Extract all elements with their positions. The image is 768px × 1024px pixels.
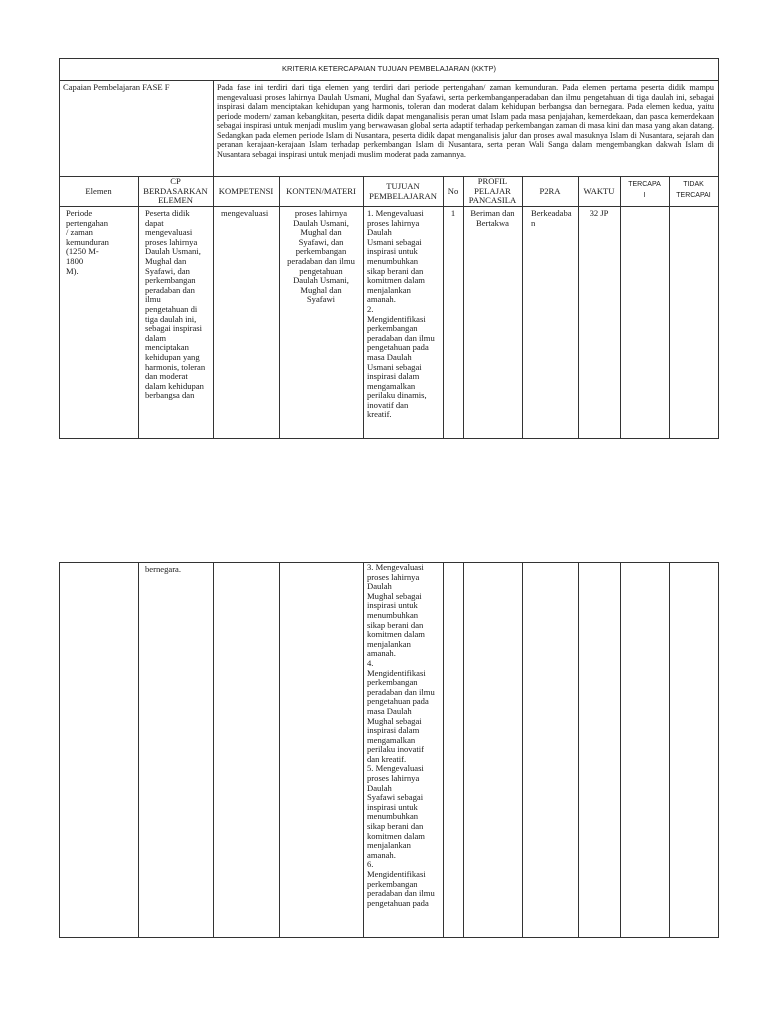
cell-profil: Beriman dan Bertakwa — [470, 208, 515, 228]
header-konten: KONTEN/MATERI — [286, 186, 356, 196]
document-title: KRITERIA KETERCAPAIAN TUJUAN PEMBELAJARAN (KKTP) — [282, 64, 496, 73]
header-cp: CP BERDASARKAN ELEMEN — [143, 176, 208, 206]
cell-tujuan-continued: 3. Mengevaluasi proses lahirnya Daulah Mughal sebagai inspirasi untuk menumbuhkan sikap berani dan komitmen dalam menjalankan amanah. 4. Mengidentifikasi perkembangan peradaban dan ilmu pengetahuan pada masa Daulah Mughal sebagai inspirasi dalam mengamalkan perilaku inovatif dan kreatif. 5. Mengevaluasi proses lahirnya Daulah Syafawi sebagai inspirasi untuk menumbuhkan sikap berani dan komitmen dalam menjalankan amanah. 6. Mengidentifikasi perkembangan peradaban dan ilmu pengetahuan pada — [367, 562, 435, 908]
cell-tujuan: 1. Mengevaluasi proses lahirnya Daulah Usmani sebagai inspirasi untuk menumbuhkan sikap berani dan komitmen dalam menjalankan amanah. 2. Mengidentifikasi perkembangan peradaban dan ilmu pengetahuan pada masa Daulah Usmani sebagai inspirasi dalam mengamalkan perilaku dinamis, inovatif dan kreatif. — [367, 208, 435, 420]
header-profil: PROFIL PELAJAR PANCASILA — [468, 176, 517, 206]
cp-label: Capaian Pembelajaran FASE F — [63, 82, 170, 92]
cell-no: 1 — [450, 208, 456, 218]
cell-p2ra: Berkeadaba n — [531, 208, 572, 228]
cell-cp-continued: bernegara. — [145, 564, 182, 574]
cell-konten: proses lahirnya Daulah Usmani, Mughal dan Syafawi, dan perkembangan peradaban dan ilmu pengetahuan Daulah Usmani, Mughal dan Syafawi — [287, 208, 355, 305]
cell-cp: Peserta didik dapat mengevaluasi proses lahirnya Daulah Usmani, Mughal dan Syafawi, dan perkembangan peradaban dan ilmu pengetahuan di tiga daulah ini, sebagai inspirasi dalam menciptakan kehidupan yang harmonis, toleran dan moderat dalam kehidupan berbangsa dan — [145, 208, 206, 401]
header-waktu: WAKTU — [583, 186, 615, 196]
header-p2ra: P2RA — [539, 186, 561, 196]
cell-elemen: Periode pertengahan / zaman kemunduran (1250 M- 1800 M). — [66, 208, 109, 276]
header-tercapai: TERCAPA I — [628, 181, 661, 199]
cp-text: Pada fase ini terdiri dari tiga elemen yang terdiri dari periode pertengahan/ zaman kemunduran. Pada elemen pertama peserta didik mampu mengevaluasi proses lahirnya Daulah Usmani, Mughal dan Syafawi, serta perkembanganperadaban dan ilmu pengetahuan di tiga daulah ini, sebagai inspirasi dalam menciptakan kehidupan yang harmonis, toleran dan moderat dalam kehidupan berbangsa dan bernegara. Pada elemen kedua, yaitu periode modern/ zaman kebangkitan, peserta didik dapat menganalisis peran umat Islam pada masa penjajahan, kemerdekaan, dan pasca kemerdekaan sebagai inspirasi untuk menjadi muslim yang berwawasan global serta adaptif terhadap perkembangan zaman di masa kini dan masa yang akan datang. Sedangkan pada elemen periode Islam di Nusantara, peserta didik dapat menganalisis jalur dan proses awal masuknya Islam di Nusantara, sejarah dan peranan kerajaan-kerajaan Islam terhadap perkembangan Islam di Nusantara, serta peran Wali Sanga dalam mengembangkan dakwah Islam di Nusantara sebagai inspirasi untuk menjadi muslim moderat pada zamannya. — [217, 83, 714, 159]
header-tidak-tercapai: TIDAK TERCAPAI — [676, 181, 711, 199]
header-kompetensi: KOMPETENSI — [218, 186, 274, 196]
cell-waktu: 32 JP — [589, 208, 609, 218]
header-no: No — [447, 186, 459, 196]
cell-kompetensi: mengevaluasi — [221, 208, 269, 218]
header-tujuan: TUJUAN PEMBELAJARAN — [369, 181, 437, 201]
header-elemen: Elemen — [85, 186, 112, 196]
